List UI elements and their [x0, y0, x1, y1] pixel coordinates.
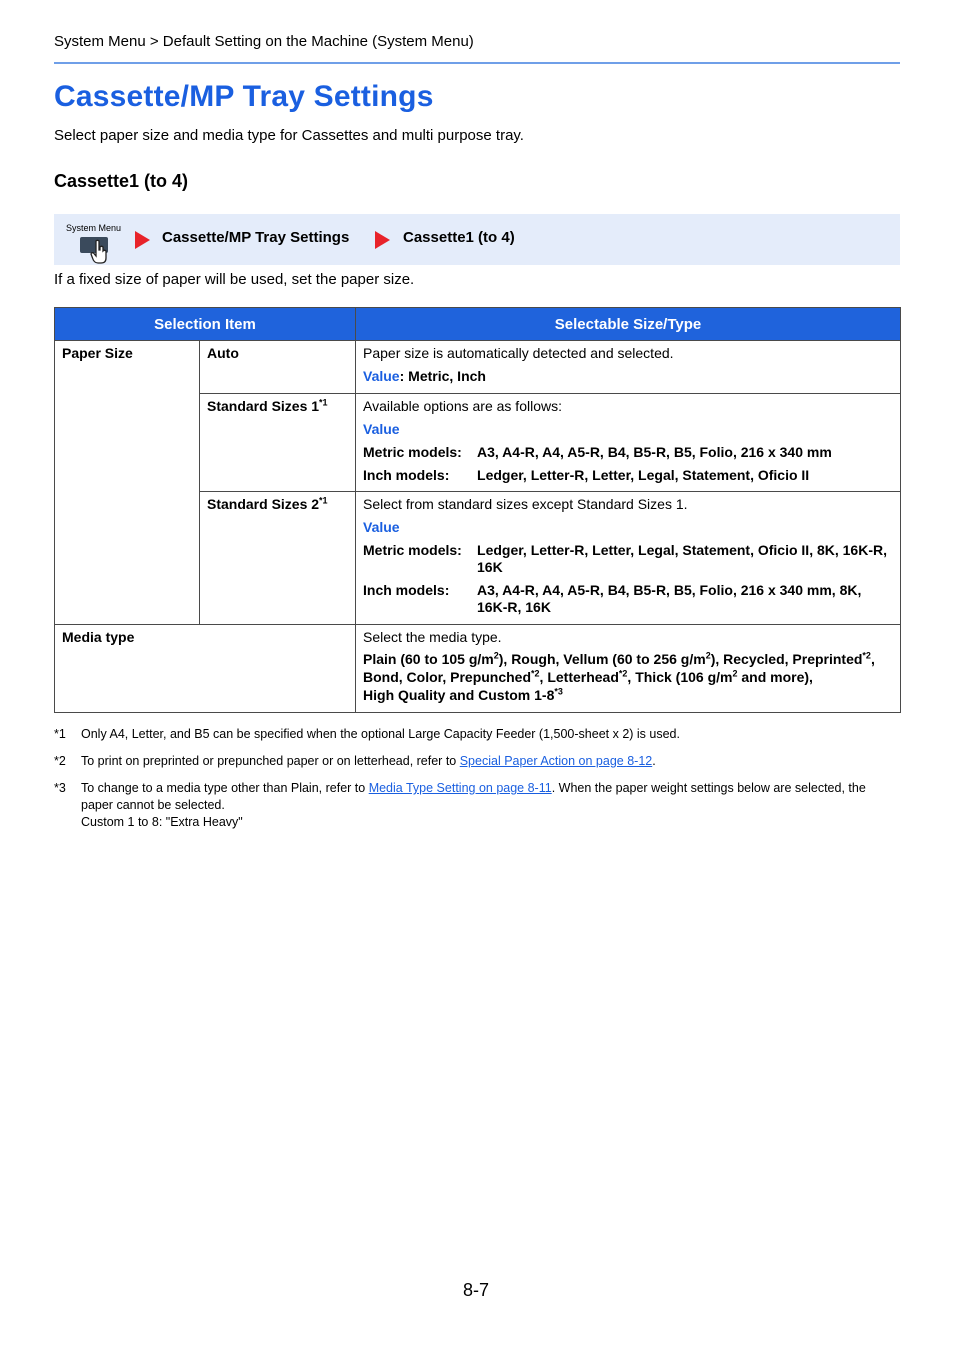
footnote-mark: *1	[54, 727, 66, 741]
value-separator: :	[399, 368, 405, 384]
footnote-ref: *1	[319, 397, 328, 408]
standard-sizes-1-description: Available options are as follows:	[363, 398, 562, 414]
table-header-row	[55, 308, 901, 341]
superscript: 2	[705, 650, 711, 661]
value-label: Value	[363, 368, 400, 384]
media-type-description: Select the media type.	[363, 629, 502, 645]
special-paper-action-link[interactable]: Special Paper Action on page 8-12	[459, 754, 653, 768]
media-text: High Quality and Custom 1-8	[363, 687, 555, 703]
superscript: 2	[493, 650, 499, 661]
standard-sizes-1-description-cell	[356, 394, 901, 492]
media-text: ,	[870, 651, 875, 667]
footnote-3	[54, 780, 900, 831]
superscript: 2	[732, 668, 738, 679]
media-text: Bond, Color, Prepunched	[363, 669, 532, 685]
footnote-2	[54, 753, 900, 770]
auto-description: Paper size is automatically detected and selected.	[363, 345, 674, 361]
media-text: Plain (60 to 105 g/m	[363, 651, 494, 667]
media-type-options	[363, 650, 893, 704]
page-number: 8-7	[463, 1280, 490, 1300]
system-menu-key-icon	[66, 223, 126, 263]
value-label: Value	[363, 421, 400, 437]
page-title: Cassette/MP Tray Settings	[54, 80, 434, 113]
inch-models-value: A3, A4-R, A4, A5-R, B4, B5-R, B5, Folio, 216 x 340 mm, 8K, 16K-R, 16K	[477, 582, 862, 615]
pointing-hand-icon	[90, 239, 110, 265]
footnote-ref: *2	[618, 668, 628, 679]
media-type-setting-link[interactable]: Media Type Setting on page 8-11	[368, 781, 552, 795]
media-type-description-cell	[356, 625, 901, 713]
footnote-ref: *2	[531, 668, 540, 679]
footnotes	[54, 726, 900, 841]
media-type-cell	[55, 625, 356, 713]
column-header-selection-item: Selection Item	[55, 308, 356, 341]
paper-size-cell	[55, 341, 200, 625]
metric-models-label: Metric models:	[363, 542, 462, 558]
system-menu-key-label: System Menu	[66, 223, 122, 233]
footnote-text: Only A4, Letter, and B5 can be specified when the optional Large Capacity Feeder (1,500-sheet x 2) is used.	[81, 727, 680, 741]
metric-models-row	[363, 444, 893, 461]
media-text: ), Rough, Vellum (60 to 256 g/m	[498, 651, 706, 667]
column-header-selectable-size-type: Selectable Size/Type	[356, 308, 901, 341]
inch-models-row	[363, 582, 893, 616]
auto-value: Metric, Inch	[408, 368, 486, 384]
media-text: , Thick (106 g/m	[627, 669, 733, 685]
auto-description-cell	[356, 341, 901, 394]
table-row	[55, 625, 901, 713]
auto-cell	[200, 341, 356, 394]
settings-table	[54, 307, 901, 713]
metric-models-label: Metric models:	[363, 444, 462, 460]
path-arrow-icon	[375, 231, 390, 249]
section-heading: Cassette1 (to 4)	[54, 171, 189, 191]
table-row	[55, 341, 901, 394]
standard-sizes-1-label: Standard Sizes 1	[207, 398, 320, 414]
path-step-cassette: Cassette1 (to 4)	[403, 229, 515, 246]
media-text: ), Recycled, Preprinted	[710, 651, 863, 667]
footnote-mark: *2	[54, 754, 66, 768]
inch-models-value: Ledger, Letter-R, Letter, Legal, Statement, Oficio II	[477, 467, 810, 483]
footnote-text: .	[652, 754, 656, 768]
footnote-text: To print on preprinted or prepunched paper or on letterhead, refer to	[81, 754, 460, 768]
instruction-text: If a fixed size of paper will be used, set the paper size.	[54, 271, 415, 288]
inch-models-label: Inch models:	[363, 467, 450, 483]
inch-models-label: Inch models:	[363, 582, 450, 598]
standard-sizes-2-description-cell	[356, 492, 901, 625]
footnote-ref: *2	[862, 650, 871, 661]
standard-sizes-1-cell	[200, 394, 356, 492]
auto-label: Auto	[207, 345, 239, 361]
path-step-tray-settings: Cassette/MP Tray Settings	[162, 229, 350, 246]
metric-models-value: A3, A4-R, A4, A5-R, B4, B5-R, B5, Folio, 216 x 340 mm	[477, 444, 832, 460]
standard-sizes-2-cell	[200, 492, 356, 625]
footnote-1	[54, 726, 900, 743]
navigation-path-bar	[54, 214, 900, 265]
footnote-text: To change to a media type other than Plain, refer to	[81, 781, 369, 795]
media-text: , Letterhead	[539, 669, 619, 685]
breadcrumb: System Menu > Default Setting on the Machine (System Menu)	[54, 33, 474, 50]
footnote-mark: *3	[54, 781, 66, 795]
footnote-ref: *3	[554, 686, 563, 697]
metric-models-row	[363, 542, 893, 576]
value-label: Value	[363, 519, 400, 535]
metric-models-value: Ledger, Letter-R, Letter, Legal, Statement, Oficio II, 8K, 16K-R, 16K	[477, 542, 887, 575]
footnote-text: . When the paper weight settings below are selected, the paper cannot be selected.	[81, 781, 866, 812]
footnote-ref: *1	[319, 495, 328, 506]
media-type-label: Media type	[62, 629, 135, 645]
paper-size-label: Paper Size	[62, 345, 133, 361]
footnote-extra: Custom 1 to 8: "Extra Heavy"	[81, 815, 243, 829]
inch-models-row	[363, 467, 893, 484]
standard-sizes-2-label: Standard Sizes 2	[207, 496, 320, 512]
media-text: and more),	[737, 669, 813, 685]
intro-text: Select paper size and media type for Cassettes and multi purpose tray.	[54, 127, 524, 144]
standard-sizes-2-description: Select from standard sizes except Standard Sizes 1.	[363, 496, 688, 512]
header-rule	[54, 62, 900, 64]
path-arrow-icon	[135, 231, 150, 249]
